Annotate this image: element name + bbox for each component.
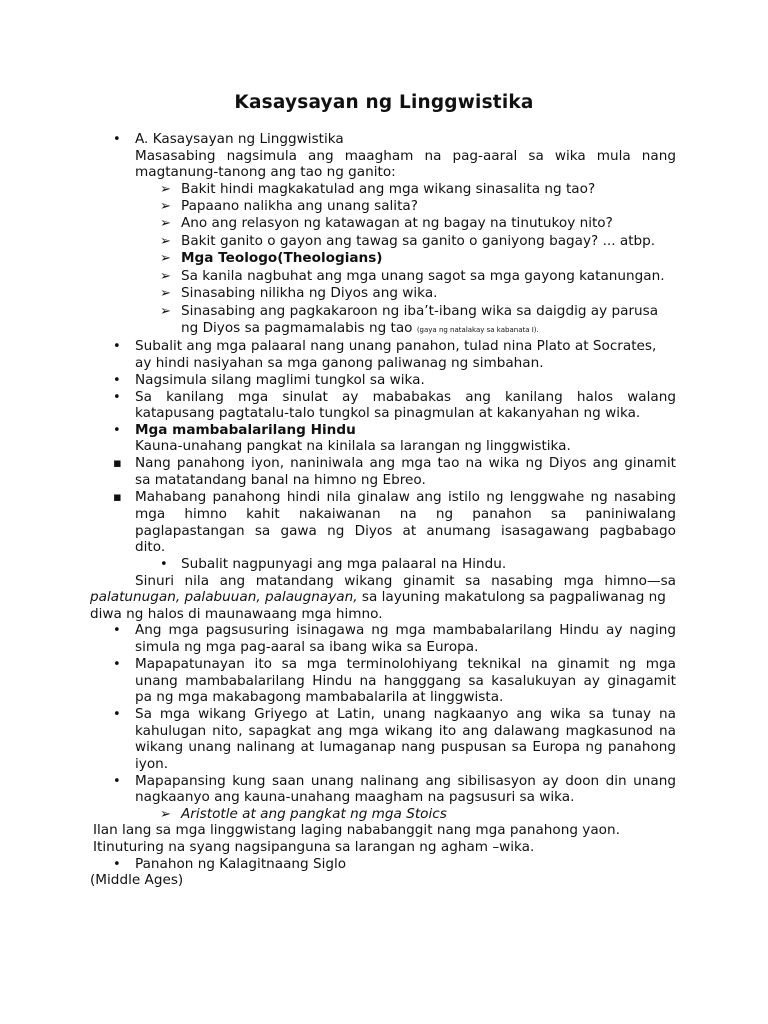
- arrow-marker: ➢: [160, 807, 171, 822]
- section-heading: A. Kasaysayan ng Linggwistika: [135, 131, 344, 147]
- list-item: Sinasabing nilikha ng Diyos ang wika.: [181, 285, 438, 301]
- list-item: Bakit hindi magkakatulad ang mga wikang sinasalita ng tao?: [181, 181, 596, 197]
- bullet-marker: •: [113, 623, 121, 638]
- paragraph-line: wikang unang nalinang at lumaganap nang puspusan sa Europa ng panahong: [135, 739, 676, 755]
- square-marker: ▪: [113, 490, 122, 505]
- paragraph-line: pa ng mga makabagong mambabalarila at linggwista.: [135, 689, 504, 705]
- paragraph-line: diwa ng halos di maunawaang mga himno.: [90, 606, 383, 622]
- bullet-marker: •: [113, 373, 121, 388]
- paragraph-line: Mahabang panahong hindi nila ginalaw ang istilo ng lenggwahe ng nasabing: [135, 489, 676, 505]
- list-item-continued: [181, 320, 539, 339]
- list-item: Papaano nalikha ang unang salita?: [181, 198, 418, 214]
- list-item-text: ng Diyos sa pagmamalabis ng tao: [181, 320, 413, 336]
- paragraph-line: Mapapansing kung saan unang nalinang ang sibilisasyon ay doon din unang: [135, 773, 676, 789]
- bullet-marker: •: [113, 390, 121, 405]
- arrow-marker: ➢: [160, 286, 171, 301]
- paragraph-line: (Middle Ages): [90, 872, 184, 888]
- paragraph-line: Sinuri nila ang matandang wikang ginamit sa nasabing mga himno—sa: [135, 573, 676, 589]
- paragraph-line: Sa mga wikang Griyego at Latin, unang nagkaanyo ang wika sa tunay na: [135, 706, 676, 722]
- list-item-heading: Mga Teologo(Theologians): [181, 250, 383, 266]
- paragraph-line: Ang mga pagsusuring isinagawa ng mga mambabalarilang Hindu ay naging: [135, 622, 676, 638]
- arrow-marker: ➢: [160, 304, 171, 319]
- list-item: Aristotle at ang pangkat ng mga Stoics: [181, 806, 447, 822]
- paragraph-line: simula ng mga pag-aaral sa ibang wika sa Europa.: [135, 639, 479, 655]
- footnote-reference: (gaya ng natalakay sa kabanata I).: [416, 326, 539, 334]
- paragraph-line: Nang panahong iyon, naniniwala ang mga tao na wika ng Diyos ang ginamit: [135, 455, 676, 471]
- bullet-marker: •: [113, 857, 121, 872]
- paragraph-line: [90, 589, 666, 606]
- paragraph-line: dito.: [135, 539, 166, 555]
- paragraph-line: magtanung-tanong ang tao ng ganito:: [135, 164, 396, 180]
- list-item: Bakit ganito o gayon ang tawag sa ganito o ganiyong bagay? ... atbp.: [181, 233, 656, 249]
- bullet-marker: •: [113, 707, 121, 722]
- bullet-marker: •: [113, 423, 121, 438]
- section-heading: Mga mambabalarilang Hindu: [135, 422, 356, 438]
- arrow-marker: ➢: [160, 269, 171, 284]
- paragraph-line: Itinuturing na syang nagsipanguna sa larangan ng agham –wika.: [93, 839, 535, 855]
- paragraph-line: Sa kanilang mga sinulat ay mababakas ang kanilang halos walang: [135, 389, 676, 405]
- list-item: Ano ang relasyon ng katawagan at ng bagay na tinutukoy nito?: [181, 215, 613, 231]
- paragraph-line: nagkaanyo ang kauna-unahang maagham na pagsusuri sa wika.: [135, 789, 575, 805]
- paragraph-line: ay hindi nasiyahan sa mga ganong paliwanag ng simbahan.: [135, 355, 544, 371]
- paragraph-text: sa layuning makatulong sa pagpaliwanag ng: [357, 589, 666, 605]
- paragraph-line: Masasabing nagsimula ang maagham na pag-aaral sa wika mula nang: [135, 148, 676, 164]
- arrow-marker: ➢: [160, 199, 171, 214]
- paragraph-line: mga himno kahit nakaiwanan na ng panahon sa paniniwalang: [135, 506, 676, 522]
- page-title: Kasaysayan ng Linggwistika: [234, 92, 534, 113]
- bullet-marker: •: [113, 339, 121, 354]
- bullet-marker: •: [113, 132, 121, 147]
- square-marker: ▪: [113, 456, 122, 471]
- paragraph-line: Panahon ng Kalagitnaang Siglo: [135, 856, 347, 872]
- paragraph-line: Mapapatunayan ito sa mga terminolohiyang teknikal na ginamit ng mga: [135, 656, 676, 672]
- bullet-marker: •: [113, 657, 121, 672]
- paragraph-line: sa matatandang banal na himno ng Ebreo.: [135, 472, 426, 488]
- paragraph-line: iyon.: [135, 756, 169, 772]
- paragraph-line: Kauna-unahang pangkat na kinilala sa larangan ng linggwistika.: [135, 438, 571, 454]
- paragraph-line: Ilan lang sa mga linggwistang laging nababanggit nang mga panahong yaon.: [93, 822, 620, 838]
- arrow-marker: ➢: [160, 251, 171, 266]
- bullet-marker: •: [160, 557, 168, 572]
- paragraph-line: paglapastangan sa gawa ng Diyos at anumang isasagawang pagbabago: [135, 523, 676, 539]
- bullet-marker: •: [113, 774, 121, 789]
- paragraph-line: Nagsimula silang maglimi tungkol sa wika.: [135, 372, 425, 388]
- italic-terms: palatunugan, palabuuan, palaugnayan,: [90, 589, 358, 605]
- paragraph-line: unang mambabalarilang Hindu na hangggang sa kasalukuyan ay ginagamit: [135, 673, 676, 689]
- arrow-marker: ➢: [160, 234, 171, 249]
- list-item: Subalit nagpunyagi ang mga palaaral na Hindu.: [181, 556, 507, 572]
- list-item: Sa kanila nagbuhat ang mga unang sagot sa mga gayong katanungan.: [181, 268, 665, 284]
- paragraph-line: Subalit ang mga palaaral nang unang panahon, tulad nina Plato at Socrates,: [135, 338, 657, 354]
- paragraph-line: katapusang pagtatalu-talo tungkol sa pinagmulan at kakanyahan ng wika.: [135, 405, 641, 421]
- arrow-marker: ➢: [160, 182, 171, 197]
- arrow-marker: ➢: [160, 216, 171, 231]
- list-item: Sinasabing ang pagkakaroon ng iba’t-ibang wika sa daigdig ay parusa: [181, 303, 659, 319]
- paragraph-line: kahulugan nito, sapagkat ang mga wikang ito ang dalawang magkasunod na: [135, 723, 676, 739]
